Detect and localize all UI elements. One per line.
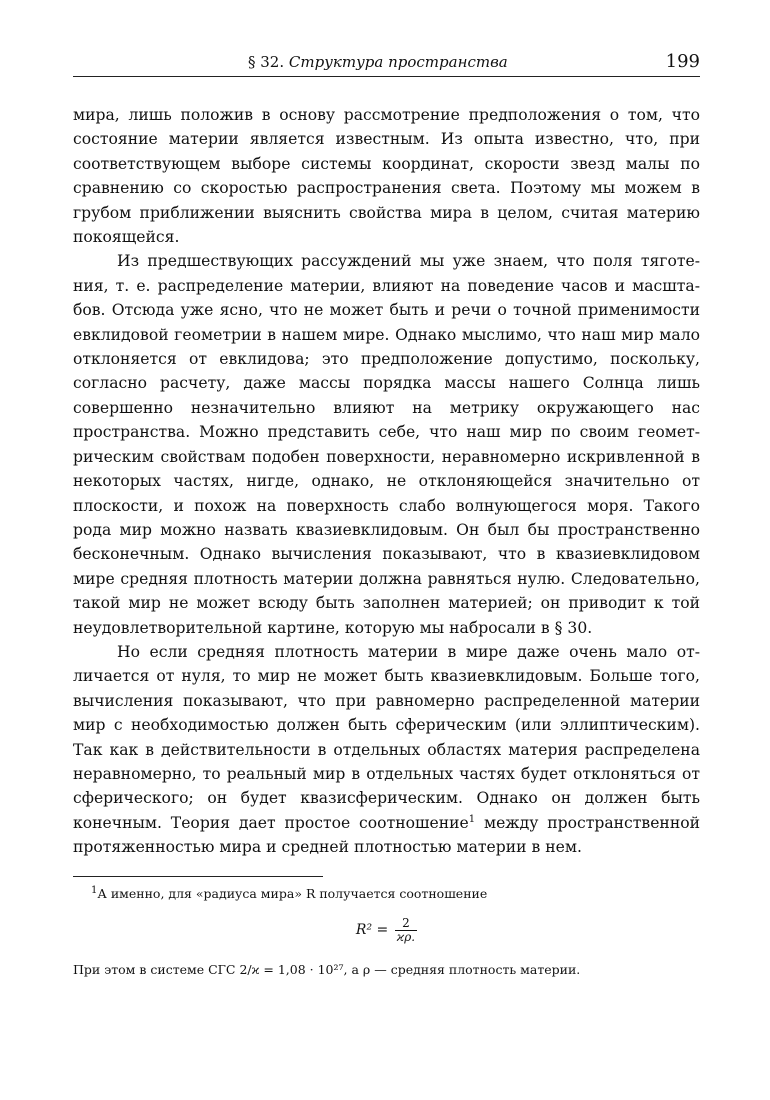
section-title: Структура пространства	[288, 53, 508, 71]
footnote-reference: 1	[468, 813, 476, 825]
footnote-line-1	[73, 885, 700, 903]
main-text	[73, 103, 700, 860]
paragraph-3-text: Но если средняя плотность материи в мире даже очень мало отличается от нуля, то мир не может быть квазиевклидовым. Больше того, вычисления показывают, что при равномерно распределенной материи мир с необходимостью должен быть сферическим (или эллиптическим). Так как в действительности в отдельных областях материя распределена неравномерно, то реальный мир в отдельных частях будет отклоняться от сферического; он будет квазисферическим. Однако он должен быть конечным. Теория дает простое соотношение	[73, 642, 700, 832]
running-header	[73, 48, 700, 77]
paragraph-3-tail: между пространственной протяженностью мира и средней плотностью материи в нем.	[73, 813, 700, 857]
footnote-separator	[73, 876, 323, 877]
paragraph-1: мира, лишь положив в основу рассмотрение предположения о том, что состояние материи является известным. Из опыта известно, что, при соответствующем выборе системы координат, скорости звезд малы по сравнению со скоростью распространения света. Поэтому мы можем в грубом приближении выяснить свойства мира в целом, считая материю покоящейся.	[73, 106, 700, 247]
formula-lhs: R² =	[355, 922, 389, 939]
footnote	[73, 885, 700, 979]
footnote-formula	[73, 917, 700, 947]
header-title	[248, 53, 508, 71]
paragraph-2: Из предшествующих рассуждений мы уже знаем, что поля тяготения, т. е. распределение материи, влияют на поведение часов и масштабов. Отсюда уже ясно, что не может быть и речи о точной применимости евклидовой геометрии в нашем мире. Однако мыслимо, что наш мир мало отклоняется от евклидова; это предположение допустимо, поскольку, согласно расчету, даже массы порядка массы нашего Солнца лишь совершенно незначительно влияют на метрику окружающего нас пространства. Можно представить себе, что наш мир по своим геометрическим свойствам подобен поверхности, неравномерно искривленной в некоторых частях, нигде, однако, не отклоняющейся значительно от плоскости, и похож на поверхность слабо волнующегося моря. Такого рода мир можно назвать квазиевклидовым. Он был бы пространственно бесконечным. Однако вычисления показывают, что в квазиевклидовом мире средняя плотность материи должна равняться нулю. Следовательно, такой мир не может всюду быть заполнен материей; он приводит к той неудовлетворительной картине, которую мы набросали в § 30.	[73, 252, 700, 637]
footnote-line-2: При этом в системе СГС 2/ϰ = 1,08 · 10²⁷, а ρ — средняя плотность материи.	[73, 961, 581, 977]
formula-denominator: ϰρ.	[396, 929, 416, 944]
footnote-text-1: А именно, для «радиуса мира» R получается соотношение	[97, 885, 488, 901]
book-page	[73, 48, 700, 979]
section-mark: § 32.	[248, 53, 285, 71]
footnote-marker: 1	[91, 884, 98, 896]
formula-fraction	[395, 917, 417, 944]
page-number: 199	[665, 51, 700, 72]
paragraph-3	[73, 640, 700, 860]
formula-numerator: 2	[395, 917, 417, 931]
